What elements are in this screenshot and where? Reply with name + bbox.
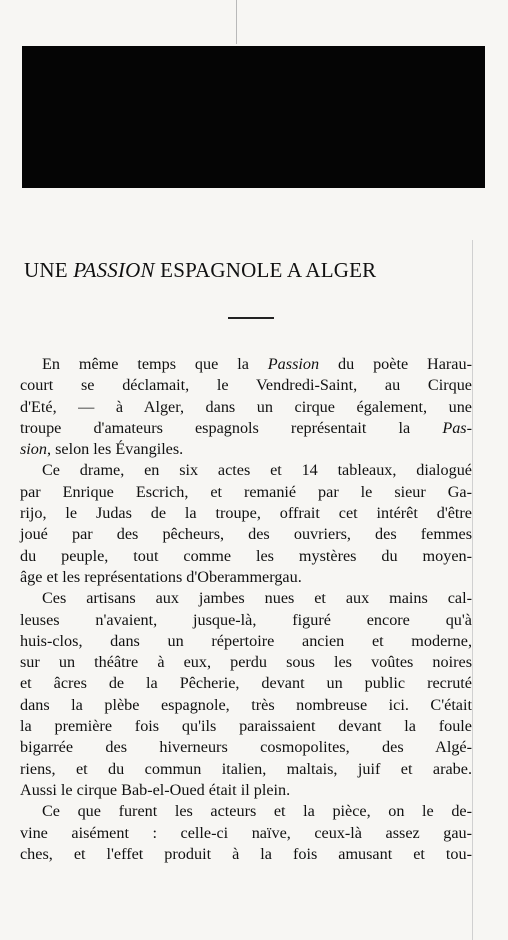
scan-artifact-line	[236, 0, 237, 44]
line-italic-text: sion	[20, 440, 47, 459]
line-text: Ces artisans aux jambes nues et aux mains cal-	[42, 589, 472, 608]
title-italic-word: PASSION	[73, 258, 155, 282]
body-line	[20, 418, 472, 439]
line-text: du peuple, tout comme les mystères du moyen-	[20, 546, 472, 565]
body-line	[20, 439, 472, 460]
body-line	[20, 737, 472, 758]
line-text: sur un théâtre à eux, perdu sous les voûtes noires	[20, 653, 472, 672]
line-text: bigarrée des hiverneurs cosmopolites, des Algé-	[20, 738, 472, 757]
body-line	[20, 759, 472, 780]
title-suffix: ESPAGNOLE A ALGER	[154, 258, 377, 282]
body-line	[20, 482, 472, 503]
line-text: dans la plèbe espagnole, très nombreuse ici. C'était	[20, 695, 472, 714]
body-line	[20, 354, 472, 375]
line-text: Ce que furent les acteurs et la pièce, on le de-	[42, 802, 472, 821]
line-text: leuses n'avaient, jusque-là, figuré encore qu'à	[20, 610, 472, 629]
redaction-block	[22, 46, 485, 188]
line-text: âge et les représentations d'Oberammergau.	[20, 567, 302, 586]
body-line	[20, 844, 472, 865]
line-text: par Enrique Escrich, et remanié par le sieur Ga-	[20, 482, 472, 501]
body-line	[20, 524, 472, 545]
line-text: , selon les Évangiles.	[47, 440, 184, 459]
body-line	[20, 460, 472, 481]
line-text: ches, et l'effet produit à la fois amusant et tou-	[20, 844, 472, 863]
body-line	[20, 801, 472, 822]
body-line	[20, 610, 472, 631]
page-edge-rule	[472, 240, 473, 940]
article-title	[24, 258, 494, 283]
line-italic-text: Pas-	[442, 418, 472, 437]
body-line	[20, 588, 472, 609]
body-line	[20, 673, 472, 694]
body-line	[20, 780, 472, 801]
body-line	[20, 567, 472, 588]
line-text: huis-clos, dans un répertoire ancien et moderne,	[20, 631, 472, 650]
line-text: du poète Harau-	[319, 355, 472, 373]
body-line	[20, 375, 472, 396]
line-text: vine aisément : celle-ci naïve, ceux-là assez gau-	[20, 823, 472, 842]
title-prefix: UNE	[24, 258, 74, 282]
line-text: d'Eté, — à Alger, dans un cirque également, une	[20, 397, 472, 416]
article-body	[20, 354, 472, 865]
line-text: la première fois qu'ils paraissaient devant la foule	[20, 717, 472, 736]
line-text: En même temps que la	[42, 355, 268, 373]
line-text: Aussi le cirque Bab-el-Oued était il plein.	[20, 780, 291, 799]
line-text: riens, et du commun italien, maltais, juif et arabe.	[20, 759, 472, 778]
line-italic-text: Passion	[267, 355, 320, 373]
body-line	[20, 823, 472, 844]
body-line	[20, 546, 472, 567]
body-line	[20, 695, 472, 716]
body-line	[20, 631, 472, 652]
line-text: troupe d'amateurs espagnols représentait la	[20, 418, 443, 437]
line-text: court se déclamait, le Vendredi-Saint, au Cirque	[20, 376, 472, 395]
body-line	[20, 716, 472, 737]
body-line	[20, 503, 472, 524]
title-divider	[228, 317, 274, 319]
line-text: et âcres de la Pêcherie, devant un public recruté	[20, 674, 472, 693]
line-text: Ce drame, en six actes et 14 tableaux, dialogué	[42, 461, 472, 480]
line-text: joué par des pêcheurs, des ouvriers, des femmes	[20, 525, 472, 544]
line-text: rijo, le Judas de la troupe, offrait cet intérêt d'être	[20, 504, 472, 523]
body-line	[20, 397, 472, 418]
body-line	[20, 652, 472, 673]
